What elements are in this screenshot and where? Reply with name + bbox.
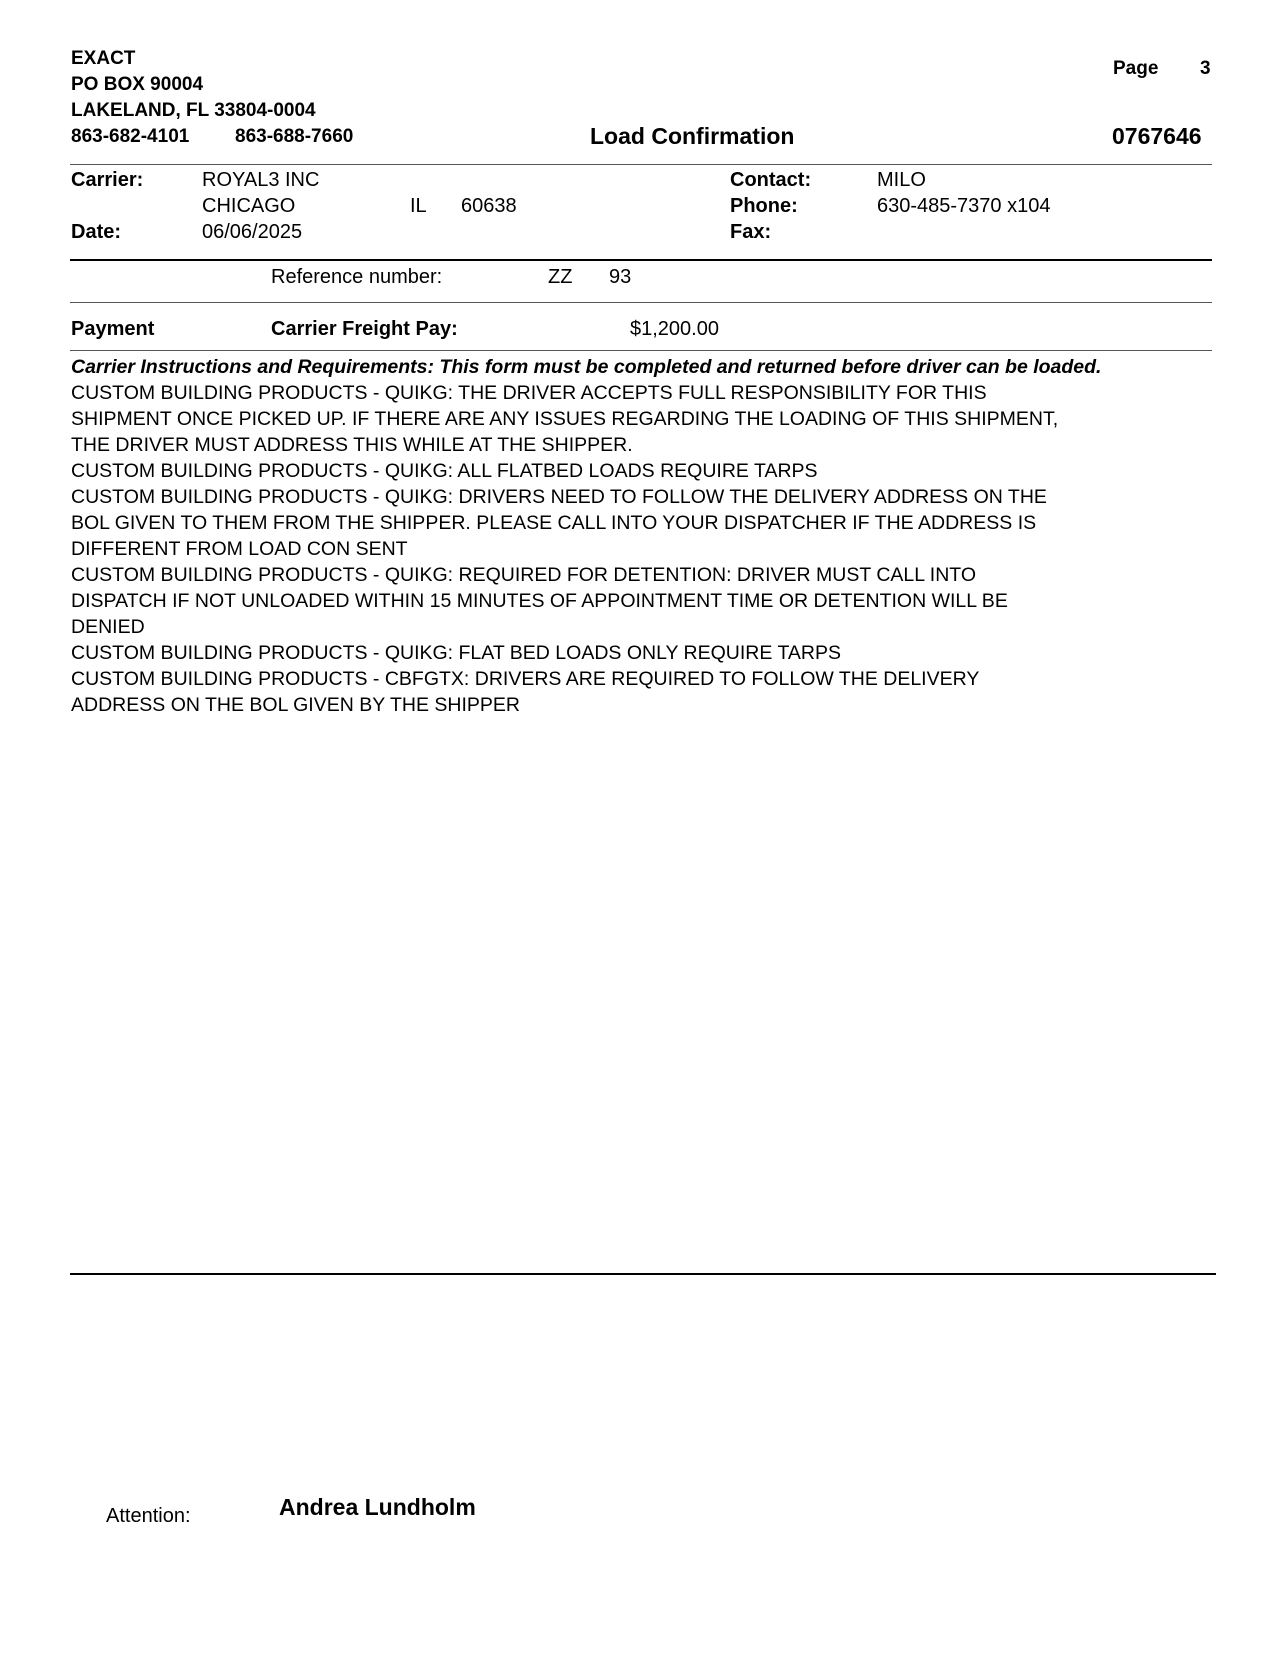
instruction-line: DIFFERENT FROM LOAD CON SENT [71, 538, 408, 560]
company-address-line2: LAKELAND, FL 33804-0004 [71, 100, 316, 121]
attention-label: Attention: [106, 1505, 191, 1527]
instruction-line: THE DRIVER MUST ADDRESS THIS WHILE AT THE SHIPPER. [71, 434, 633, 456]
phone-value: 630-485-7370 x104 [877, 195, 1051, 217]
reference-label: Reference number: [271, 266, 443, 288]
date-value: 06/06/2025 [202, 221, 303, 243]
carrier-instructions [71, 354, 1221, 718]
company-address-line1: PO BOX 90004 [71, 74, 204, 95]
carrier-state: IL [410, 195, 427, 217]
company-name: EXACT [71, 48, 136, 69]
page-title: Load Confirmation [590, 123, 795, 149]
instruction-line: CUSTOM BUILDING PRODUCTS - QUIKG: REQUIRED FOR DETENTION: DRIVER MUST CALL INTO [71, 564, 977, 586]
date-label: Date: [71, 221, 122, 243]
page-label: Page [1113, 58, 1159, 79]
contact-label: Contact: [730, 169, 812, 191]
payment-label: Payment [71, 318, 155, 340]
reference-code: ZZ [548, 266, 573, 288]
instruction-line: CUSTOM BUILDING PRODUCTS - QUIKG: FLAT BED LOADS ONLY REQUIRE TARPS [71, 642, 842, 664]
carrier-freight-pay-amount: $1,200.00 [630, 318, 719, 340]
carrier-divider [70, 259, 1212, 261]
instruction-line: CUSTOM BUILDING PRODUCTS - QUIKG: DRIVERS NEED TO FOLLOW THE DELIVERY ADDRESS ON THE [71, 486, 1047, 508]
instruction-line: ADDRESS ON THE BOL GIVEN BY THE SHIPPER [71, 694, 520, 716]
instruction-line: DENIED [71, 616, 145, 638]
instruction-line: CUSTOM BUILDING PRODUCTS - QUIKG: ALL FLATBED LOADS REQUIRE TARPS [71, 460, 818, 482]
fax-label: Fax: [730, 221, 772, 243]
company-phone-primary: 863-682-4101 [71, 126, 190, 147]
carrier-city: CHICAGO [202, 195, 296, 217]
instruction-line: CUSTOM BUILDING PRODUCTS - QUIKG: THE DRIVER ACCEPTS FULL RESPONSIBILITY FOR THIS [71, 382, 987, 404]
page-number: 3 [1200, 58, 1211, 79]
payment-divider [70, 350, 1212, 351]
instruction-line: CUSTOM BUILDING PRODUCTS - CBFGTX: DRIVERS ARE REQUIRED TO FOLLOW THE DELIVERY [71, 668, 980, 690]
contact-value: MILO [877, 169, 926, 191]
company-phone-secondary: 863-688-7660 [235, 126, 354, 147]
carrier-freight-pay-label: Carrier Freight Pay: [271, 318, 458, 340]
header-divider [70, 164, 1212, 165]
carrier-zip: 60638 [461, 195, 517, 217]
instructions-header: Carrier Instructions and Requirements: This form must be completed and returned before driver can be loaded. [71, 356, 1102, 378]
carrier-label: Carrier: [71, 169, 144, 191]
reference-value: 93 [609, 266, 632, 288]
instruction-line: BOL GIVEN TO THEM FROM THE SHIPPER. PLEASE CALL INTO YOUR DISPATCHER IF THE ADDRESS IS [71, 512, 1037, 534]
reference-divider [70, 302, 1212, 303]
load-number: 0767646 [1112, 123, 1202, 149]
signature-line [70, 1273, 1216, 1275]
instruction-line: DISPATCH IF NOT UNLOADED WITHIN 15 MINUTES OF APPOINTMENT TIME OR DETENTION WILL BE [71, 590, 1008, 612]
attention-name: Andrea Lundholm [279, 1494, 476, 1520]
carrier-name: ROYAL3 INC [202, 169, 320, 191]
phone-label: Phone: [730, 195, 798, 217]
instruction-line: SHIPMENT ONCE PICKED UP. IF THERE ARE ANY ISSUES REGARDING THE LOADING OF THIS SHIPMENT, [71, 408, 1059, 430]
